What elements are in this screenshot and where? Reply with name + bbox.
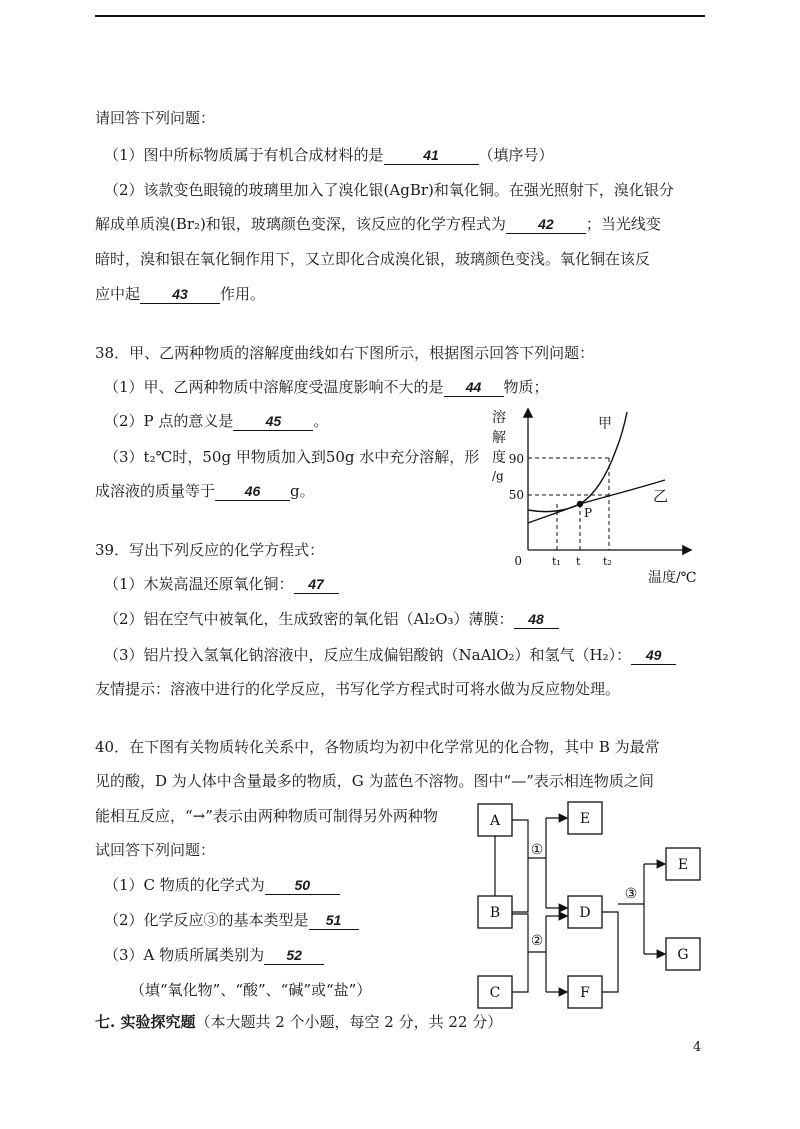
box-e-label: E: [579, 811, 591, 827]
q40-part1: （1）C 物质的化学式为 50: [104, 875, 340, 895]
blank-47[interactable]: 47: [294, 576, 339, 594]
xlabel: 温度/℃: [648, 570, 697, 586]
box-a-label: A: [489, 813, 501, 829]
bracket-2: [512, 914, 528, 992]
ylabel-char-4: /g: [492, 469, 504, 483]
box-e2-label: E: [677, 857, 689, 873]
section7-heading: [95, 1012, 502, 1032]
box-g-label: G: [677, 947, 689, 963]
ylabel-char-1: 溶: [492, 410, 506, 426]
page-number: 4: [693, 1040, 702, 1055]
q37-part2-line4: 应中起 43 作用。: [95, 285, 266, 303]
ylabel-char-2: 解: [492, 430, 506, 446]
q37-part2-line1: （2）该款变色眼镜的玻璃里加入了溴化银(AgBr)和氧化铜。在强光照射下，溴化银分: [104, 181, 674, 199]
box-b-label: B: [489, 905, 501, 921]
q38-part1: （1）甲、乙两种物质中溶解度受温度影响不大的是 44 物质；: [104, 378, 549, 396]
blank-48[interactable]: 48: [514, 611, 559, 629]
ylabel-char-3: 度: [492, 450, 506, 466]
reaction-3-label: ③: [624, 886, 638, 902]
q39-part3: （3）铝片投入氢氧化钠溶液中，反应生成偏铝酸钠（NaAlO₂）和氢气（H₂）： 49: [104, 645, 676, 665]
q39-part2: （2）铝在空气中被氧化，生成致密的氧化铝（Al₂O₃）薄膜： 48: [104, 609, 559, 629]
q39-part1: （1）木炭高温还原氧化铜： 47: [104, 574, 339, 594]
box-f-label: F: [580, 985, 590, 1001]
q37-part2-line3: 暗时，溴和银在氧化铜作用下，又立即化合成溴化银，玻璃颜色变浅。氧化铜在该反: [95, 250, 651, 268]
origin-label: 0: [514, 554, 522, 568]
q39-tip: 友情提示：溶液中进行的化学反应，书写化学方程式时可将水做为反应物处理。: [95, 680, 621, 698]
q38-part3-line1: （3）t₂℃时，50g 甲物质加入到50g 水中充分溶解，形: [104, 448, 480, 466]
q38-part3-line2: 成溶液的质量等于 46 g。: [95, 482, 315, 500]
blank-52[interactable]: 52: [264, 947, 324, 965]
y-tick-50: 50: [508, 488, 524, 502]
point-p-label: P: [584, 506, 593, 520]
section7-title: 七. 实验探究题: [95, 1013, 196, 1031]
q40-part3: （3）A 物质所属类别为 52: [104, 945, 324, 965]
q40-part2: （2）化学反应③的基本类型是 51: [104, 910, 359, 930]
series-jia-label: 甲: [598, 416, 612, 432]
q40-line3: 能相互反应，“→”表示由两种物质可制得另外两种物: [95, 807, 438, 825]
blank-41[interactable]: 41: [384, 147, 479, 165]
series-jia-curve: [528, 412, 627, 512]
y-tick-90: 90: [508, 452, 524, 466]
x-tick-t1: t₁: [552, 555, 561, 568]
q40-line4: 试回答下列问题：: [95, 841, 216, 859]
q40-note: （填“氧化物”、“酸”、“碱”或“盐”）: [130, 981, 372, 999]
header-rule: [95, 15, 705, 17]
blank-51[interactable]: 51: [309, 912, 359, 930]
intro-prompt: 请回答下列问题：: [95, 109, 216, 127]
section7-desc: （本大题共 2 个小题，每空 2 分，共 22 分）: [195, 1013, 503, 1031]
box-d-label: D: [579, 905, 591, 921]
q38-title: 38．甲、乙两种物质的溶解度曲线如右下图所示，根据图示回答下列问题：: [95, 344, 595, 362]
blank-43[interactable]: 43: [140, 286, 220, 304]
series-yi-label: 乙: [653, 487, 669, 505]
x-tick-t2: t₂: [603, 555, 612, 568]
blank-42[interactable]: 42: [506, 216, 586, 234]
conversion-diagram: [470, 790, 720, 1030]
q38-part2: （2）P 点的意义是 45 。: [104, 412, 329, 430]
reaction-2-label: ②: [530, 933, 544, 949]
q39-title: 39．写出下列反应的化学方程式：: [95, 541, 325, 559]
blank-49[interactable]: 49: [631, 647, 676, 665]
solubility-chart: [480, 400, 720, 590]
q37-part2-line2: 解成单质溴(Br₂)和银，玻璃颜色变深，该反应的化学方程式为 42 ；当光线变: [95, 215, 661, 233]
blank-46[interactable]: 46: [215, 483, 290, 501]
bracket-3: [602, 912, 618, 992]
blank-50[interactable]: 50: [265, 877, 340, 895]
bracket-1: [512, 820, 528, 912]
point-p: [577, 501, 583, 507]
series-yi-curve: [528, 480, 665, 523]
reaction-1-label: ①: [530, 842, 544, 858]
q37-part1: （1）图中所标物质属于有机合成材料的是 41 （填序号）: [104, 146, 554, 164]
x-tick-t: t: [576, 555, 581, 568]
blank-45[interactable]: 45: [233, 413, 313, 431]
box-c-label: C: [489, 985, 501, 1001]
q40-line1: 40．在下图有关物质转化关系中，各物质均为初中化学常见的化合物，其中 B 为最常: [95, 738, 660, 756]
blank-44[interactable]: 44: [444, 379, 504, 397]
q40-line2: 见的酸，D 为人体中含量最多的物质，G 为蓝色不溶物。图中“—”表示相连物质之间: [95, 772, 654, 790]
